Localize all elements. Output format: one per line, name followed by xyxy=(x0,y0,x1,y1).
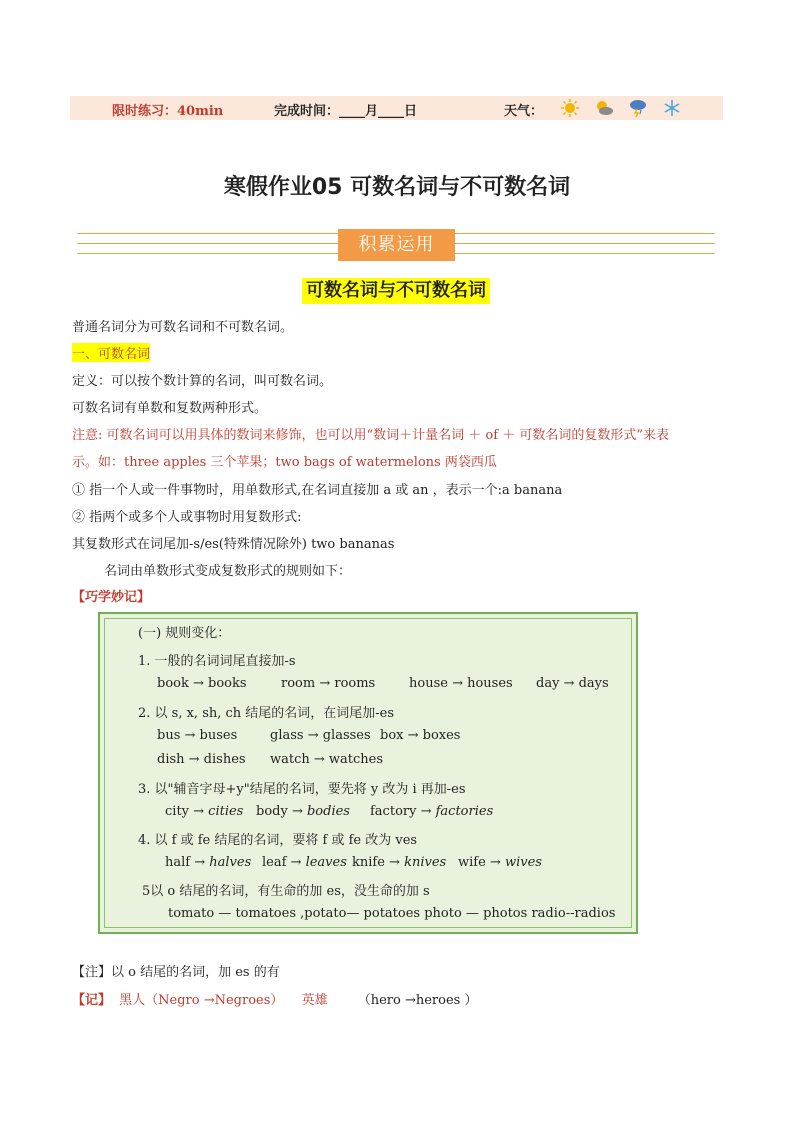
rule-4: 4. 以 f 或 fe 结尾的名词，要将 f 或 fe 改为 ves xyxy=(138,833,418,848)
rule-1-example: day → days xyxy=(536,676,609,691)
plural-form-text: 其复数形式在词尾加-s/es(特殊情况除外) two bananas xyxy=(72,537,395,552)
point-2: ② 指两个或多个人或事物时用复数形式: xyxy=(72,510,302,525)
partly-cloudy-icon xyxy=(594,98,614,118)
rule-2: 2. 以 s, x, sh, ch 结尾的名词，在词尾加-es xyxy=(138,706,395,721)
rule-1-example: house → houses xyxy=(409,676,513,691)
intro-text: 普通名词分为可数名词和不可数名词。 xyxy=(72,320,294,335)
footer-note: 【注】以 o 结尾的名词，加 es 的有 xyxy=(72,965,280,980)
note-line-1: 注意: 可数名词可以用具体的数词来修饰，也可以用“数词＋计量名词 ＋ of ＋ 可数名词的复数形式”来表 xyxy=(72,428,669,443)
rules-intro: 名词由单数形式变成复数形式的规则如下： xyxy=(104,564,352,579)
section-subtitle: 可数名词与不可数名词 xyxy=(302,278,490,304)
section-heading: 一、可数名词 xyxy=(72,343,150,362)
definition-text: 定义：可以按个数计算的名词，叫可数名词。 xyxy=(72,374,333,389)
rule-2-example: dish → dishes xyxy=(157,752,246,767)
time-limit: 限时练习：40min xyxy=(112,104,224,119)
rules-box xyxy=(98,612,638,934)
rule-2-example: box → boxes xyxy=(380,728,461,743)
section-banner: 积累运用 xyxy=(338,229,455,261)
memo-label: 【记】 xyxy=(72,993,112,1008)
snowflake-icon xyxy=(662,98,682,118)
rule-3-example: city → cities xyxy=(165,804,244,819)
thunderstorm-icon xyxy=(628,98,648,118)
rule-2-example: watch → watches xyxy=(270,752,384,767)
page-title: 寒假作业05 可数名词与不可数名词 xyxy=(223,175,571,200)
note-line-2: 示。如：three apples 三个苹果；two bags of watermelons 两袋西瓜 xyxy=(72,455,497,470)
memo-example-c: （hero →heroes ） xyxy=(357,993,478,1008)
rule-2-example: glass → glasses xyxy=(270,728,371,743)
tip-label: 【巧学妙记】 xyxy=(72,590,151,605)
forms-text: 可数名词有单数和复数两种形式。 xyxy=(72,401,268,416)
sun-icon xyxy=(560,98,580,118)
weather-label: 天气： xyxy=(504,104,544,119)
memo-example-b: 英雄 xyxy=(301,993,328,1008)
rule-5: 5以 o 结尾的名词，有生命的加 es，没生命的加 s xyxy=(142,884,430,899)
rule-4-example: leaf → leaves xyxy=(262,855,347,870)
header-bar xyxy=(70,96,723,120)
rule-1-example: room → rooms xyxy=(281,676,376,691)
rule-1-example: book → books xyxy=(157,676,247,691)
rule-3-example: factory → factories xyxy=(370,804,494,819)
point-1: ① 指一个人或一件事物时，用单数形式,在名词直接加 a 或 an ，表示一个:a banana xyxy=(72,483,563,498)
rule-3: 3. 以"辅音字母+y"结尾的名词，要先将 y 改为 i 再加-es xyxy=(138,782,466,797)
rule-4-example: wife → wives xyxy=(458,855,542,870)
finish-time: 完成时间：____月____日 xyxy=(274,104,418,119)
rule-4-example: half → halves xyxy=(165,855,252,870)
rule-1: 1. 一般的名词词尾直接加-s xyxy=(138,654,296,669)
footer-memo xyxy=(72,989,477,1008)
memo-example-a: 黑人（Negro →Negroes） xyxy=(119,993,284,1008)
rule-2-example: bus → buses xyxy=(157,728,238,743)
rule-3-example: body → bodies xyxy=(256,804,350,819)
rules-heading: (一) 规则变化： xyxy=(138,626,231,641)
rule-5-example: tomato — tomatoes ,potato— potatoes photo — photos radio--radios xyxy=(168,906,616,921)
rule-4-example: knife → knives xyxy=(352,855,447,870)
